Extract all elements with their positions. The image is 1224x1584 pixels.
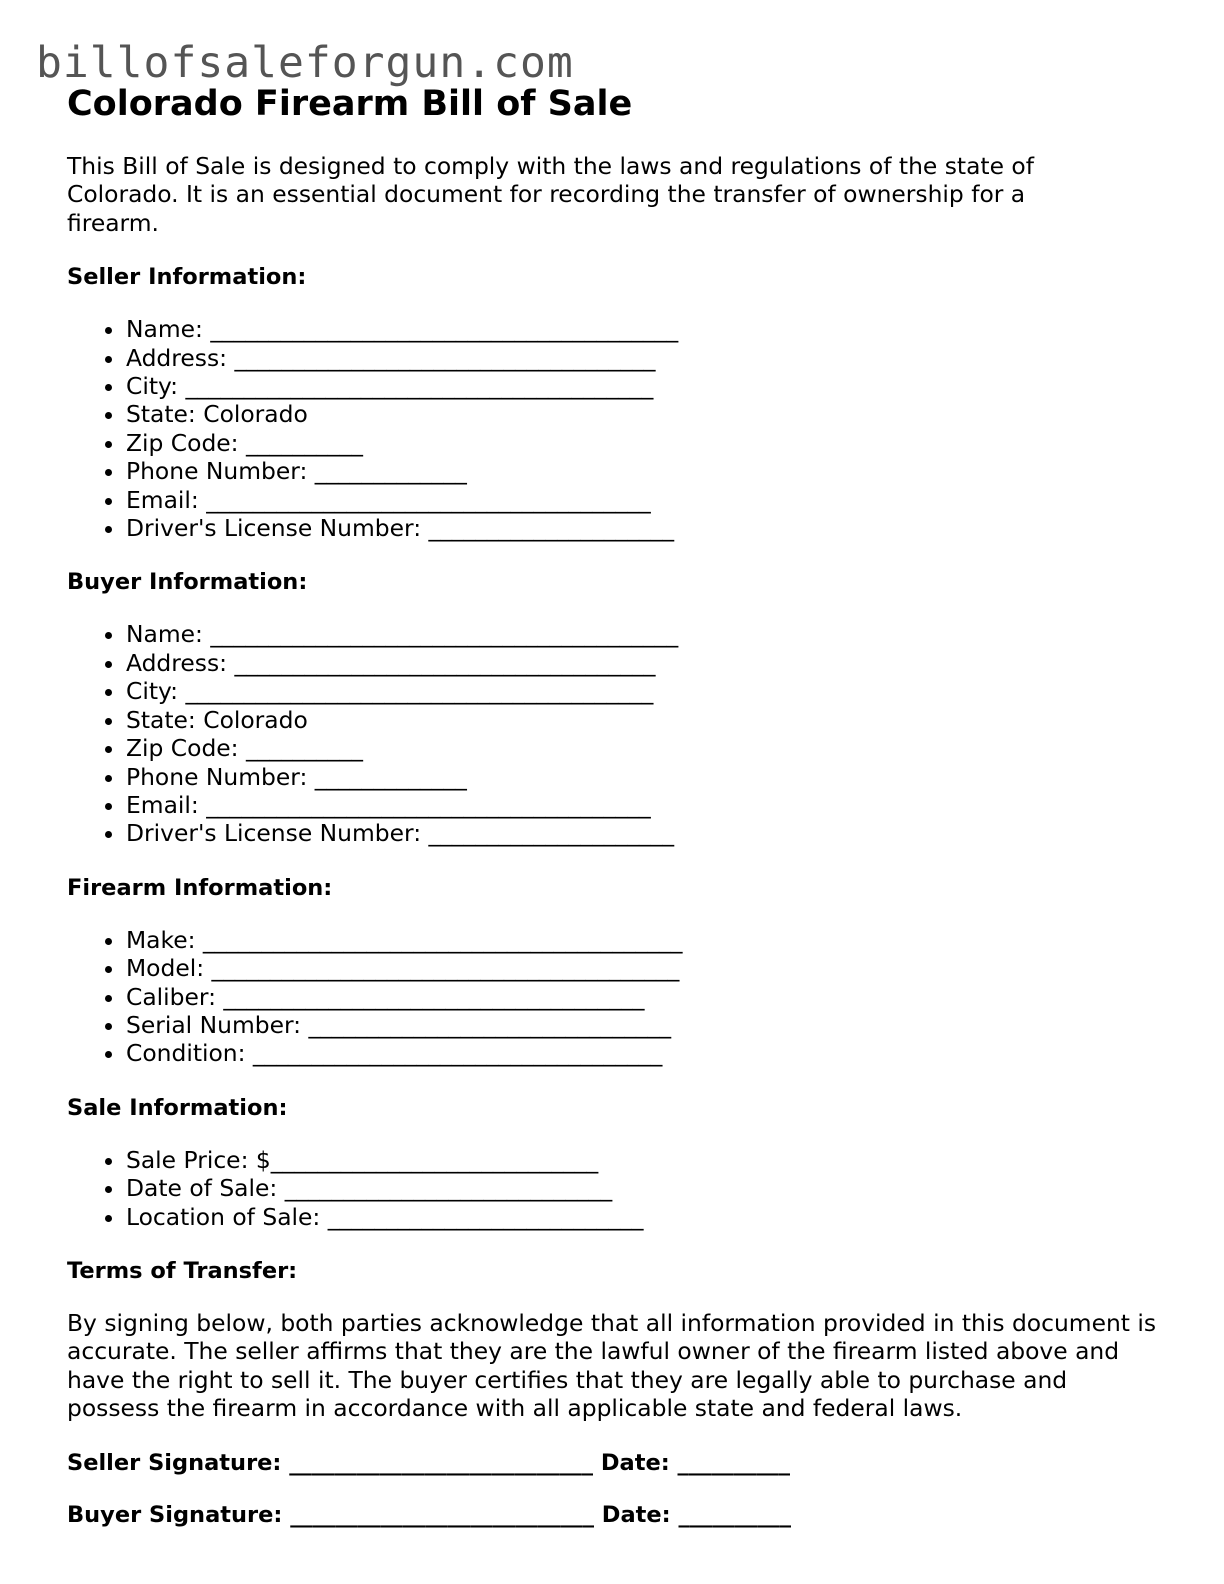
firearm-section-heading: Firearm Information: — [67, 874, 333, 901]
firearm-field-list — [67, 926, 1167, 1068]
seller-zip-field[interactable]: • Zip Code: __________ — [126, 429, 1167, 457]
sale-section-heading: Sale Information: — [67, 1094, 288, 1121]
seller-license-field[interactable]: • Driver's License Number: _____________________ — [126, 514, 1167, 542]
buyer-state-field: • State: Colorado — [126, 706, 1167, 734]
sale-price-field[interactable]: • Sale Price: $____________________________ — [126, 1146, 1167, 1174]
seller-state-field: • State: Colorado — [126, 400, 1167, 428]
seller-field-list — [67, 315, 1167, 542]
buyer-field-list — [67, 620, 1167, 847]
seller-phone-field[interactable]: • Phone Number: _____________ — [126, 457, 1167, 485]
seller-section-heading: Seller Information: — [67, 264, 307, 291]
intro-paragraph: This Bill of Sale is designed to comply with the laws and regulations of the state of Colorado. It is an essential document for recording the transfer of ownership for a firearm. — [67, 152, 1034, 237]
seller-address-field[interactable]: • Address: ____________________________________ — [126, 344, 1167, 372]
firearm-condition-field[interactable]: • Condition: ___________________________________ — [126, 1039, 1167, 1067]
buyer-phone-field[interactable]: • Phone Number: _____________ — [126, 763, 1167, 791]
page-title: Colorado Firearm Bill of Sale — [67, 84, 633, 124]
firearm-caliber-field[interactable]: • Caliber: ____________________________________ — [126, 983, 1167, 1011]
buyer-name-field[interactable]: • Name: ________________________________________ — [126, 620, 1167, 648]
buyer-license-field[interactable]: • Driver's License Number: _____________________ — [126, 819, 1167, 847]
terms-section-heading: Terms of Transfer: — [67, 1257, 298, 1284]
buyer-email-field[interactable]: • Email: ______________________________________ — [126, 791, 1167, 819]
seller-email-field[interactable]: • Email: ______________________________________ — [126, 486, 1167, 514]
buyer-section-heading: Buyer Information: — [67, 569, 308, 596]
seller-name-field[interactable]: • Name: ________________________________________ — [126, 315, 1167, 343]
site-watermark: billofsaleforgun.com — [36, 38, 574, 88]
seller-city-field[interactable]: • City: ________________________________________ — [126, 372, 1167, 400]
sale-location-field[interactable]: • Location of Sale: ___________________________ — [126, 1203, 1167, 1231]
firearm-serial-field[interactable]: • Serial Number: _______________________________ — [126, 1011, 1167, 1039]
seller-signature-line[interactable]: Seller Signature: ___________________________ Date: __________ — [67, 1449, 791, 1476]
sale-field-list — [67, 1146, 1167, 1231]
sale-date-field[interactable]: • Date of Sale: ____________________________ — [126, 1174, 1167, 1202]
buyer-city-field[interactable]: • City: ________________________________________ — [126, 677, 1167, 705]
firearm-model-field[interactable]: • Model: ________________________________________ — [126, 954, 1167, 982]
document-body — [67, 82, 1167, 1529]
firearm-make-field[interactable]: • Make: _________________________________________ — [126, 926, 1167, 954]
buyer-signature-line[interactable]: Buyer Signature: ___________________________ Date: __________ — [67, 1501, 791, 1528]
buyer-address-field[interactable]: • Address: ____________________________________ — [126, 649, 1167, 677]
buyer-zip-field[interactable]: • Zip Code: __________ — [126, 734, 1167, 762]
terms-paragraph: By signing below, both parties acknowledge that all information provided in this document is accurate. The seller affirms that they are the lawful owner of the firearm listed above and have the right to sell it. The buyer certifies that they are legally able to purchase and possess the firearm in accordance with all applicable state and federal laws. — [67, 1308, 1157, 1423]
